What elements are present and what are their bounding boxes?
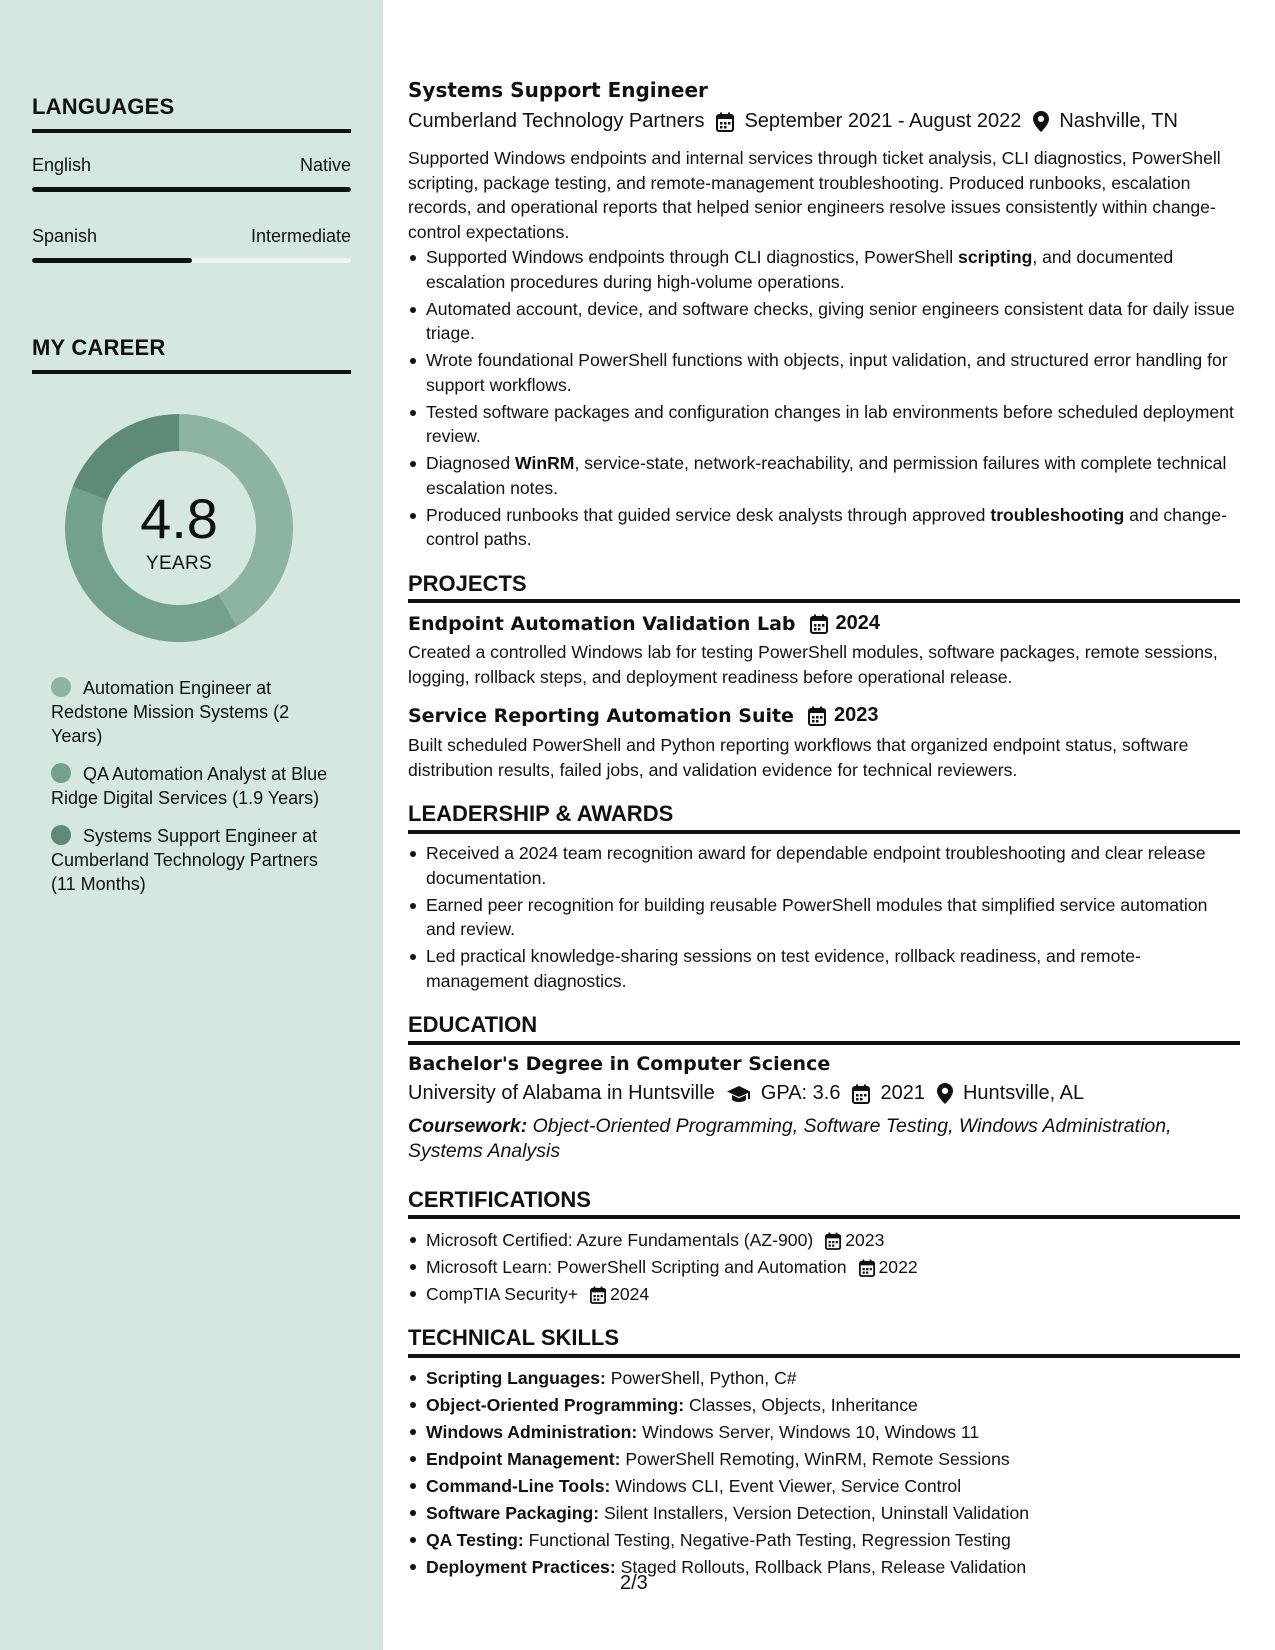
list-item: Endpoint Management: PowerShell Remoting, WinRM, Remote Sessions bbox=[408, 1446, 1238, 1473]
gpa: GPA: 3.6 bbox=[760, 1082, 841, 1104]
graduation-cap-icon bbox=[727, 1085, 751, 1103]
job-bullets bbox=[408, 245, 1238, 554]
coursework-list: Object-Oriented Programming, Software Testing, Windows Administration, Systems Analysis bbox=[408, 1115, 1172, 1162]
project-description: Created a controlled Windows lab for testing PowerShell modules, software packages, remote sessions, logging, rollback steps, and deployment readiness before operational release. bbox=[408, 642, 1218, 687]
certifications-heading: CERTIFICATIONS bbox=[408, 1187, 591, 1212]
skills-list bbox=[408, 1365, 1238, 1581]
legend-dot-icon bbox=[51, 677, 71, 697]
list-item: Earned peer recognition for building reusable PowerShell modules that simplified service automation and review. bbox=[408, 893, 1238, 942]
career-legend-label: Automation Engineer at Redstone Mission Systems (2 Years) bbox=[51, 678, 290, 746]
career-rule bbox=[32, 370, 351, 374]
list-item: Deployment Practices: Staged Rollouts, Rollback Plans, Release Validation bbox=[408, 1554, 1238, 1581]
education-meta bbox=[408, 1082, 1084, 1105]
list-item: Object-Oriented Programming: Classes, Objects, Inheritance bbox=[408, 1392, 1238, 1419]
location-pin-icon bbox=[1033, 111, 1049, 132]
career-total-unit: YEARS bbox=[146, 553, 212, 574]
career-donut-chart bbox=[65, 414, 293, 642]
languages-heading: LANGUAGES bbox=[32, 94, 175, 119]
graduation-year: 2021 bbox=[880, 1082, 925, 1104]
languages-rule bbox=[32, 129, 351, 133]
leadership-list bbox=[408, 841, 1238, 996]
list-item: Automated account, device, and software checks, giving senior engineers consistent data for daily issue triage. bbox=[408, 297, 1238, 346]
legend-dot-icon bbox=[51, 825, 71, 845]
language-proficiency-fill bbox=[32, 187, 351, 192]
projects-rule bbox=[408, 599, 1240, 603]
projects-heading: PROJECTS bbox=[408, 571, 527, 596]
calendar-icon bbox=[590, 1286, 606, 1304]
certification-name: CompTIA Security+ bbox=[426, 1284, 579, 1305]
coursework bbox=[408, 1114, 1238, 1163]
certification-year: 2023 bbox=[845, 1230, 885, 1251]
leadership-heading: LEADERSHIP & AWARDS bbox=[408, 801, 674, 826]
calendar-icon bbox=[859, 1259, 875, 1277]
education-heading: EDUCATION bbox=[408, 1012, 538, 1037]
job-company: Cumberland Technology Partners bbox=[408, 110, 705, 132]
career-section bbox=[32, 335, 351, 374]
certification-year: 2024 bbox=[610, 1284, 650, 1305]
language-level: Intermediate bbox=[250, 226, 351, 246]
project-name: Service Reporting Automation Suite bbox=[408, 704, 794, 727]
school-name: University of Alabama in Huntsville bbox=[408, 1082, 715, 1104]
job-summary: Supported Windows endpoints and internal services through ticket analysis, CLI diagnostics, PowerShell scripting, package testing, and remote-management troubleshooting. Produced runbooks, escalation records, and operational reports that helped senior engineers resolve issues consistently within change-control expectations. bbox=[408, 148, 1221, 242]
list-item bbox=[408, 1227, 1238, 1254]
education-rule bbox=[408, 1041, 1240, 1045]
career-legend-item bbox=[51, 676, 341, 748]
project-title bbox=[408, 704, 878, 727]
language-level: Native bbox=[299, 155, 351, 175]
language-proficiency-bar bbox=[32, 187, 351, 192]
school-location: Huntsville, AL bbox=[962, 1082, 1085, 1104]
degree-title: Bachelor's Degree in Computer Science bbox=[408, 1053, 831, 1075]
language-name: Spanish bbox=[32, 226, 98, 246]
skills-heading: TECHNICAL SKILLS bbox=[408, 1325, 620, 1350]
coursework-label: Coursework: bbox=[408, 1115, 528, 1137]
project-description: Built scheduled PowerShell and Python reporting workflows that organized endpoint status, software distribution results, failed jobs, and validation evidence for technical reviewers. bbox=[408, 735, 1189, 780]
list-item: Supported Windows endpoints through CLI diagnostics, PowerShell scripting, and documented escalation procedures during high-volume operations. bbox=[408, 245, 1238, 294]
leadership-rule bbox=[408, 830, 1240, 834]
language-proficiency-fill bbox=[32, 258, 192, 263]
calendar-icon bbox=[716, 112, 734, 132]
project-year: 2023 bbox=[833, 704, 879, 726]
career-legend bbox=[51, 676, 341, 910]
list-item: Led practical knowledge-sharing sessions on test evidence, rollback readiness, and remote-management diagnostics. bbox=[408, 944, 1238, 993]
list-item: Windows Administration: Windows Server, Windows 10, Windows 11 bbox=[408, 1419, 1238, 1446]
certification-name: Microsoft Certified: Azure Fundamentals (AZ-900) bbox=[426, 1230, 814, 1251]
list-item: Received a 2024 team recognition award for dependable endpoint troubleshooting and clear release documentation. bbox=[408, 841, 1238, 890]
list-item: Diagnosed WinRM, service-state, network-reachability, and permission failures with complete technical escalation notes. bbox=[408, 451, 1238, 500]
list-item: Scripting Languages: PowerShell, Python, C# bbox=[408, 1365, 1238, 1392]
career-heading: MY CAREER bbox=[32, 335, 166, 360]
sidebar bbox=[0, 0, 383, 1650]
languages-section bbox=[32, 94, 351, 263]
certifications-rule bbox=[408, 1215, 1240, 1219]
job-title: Systems Support Engineer bbox=[408, 78, 708, 102]
project-year: 2024 bbox=[835, 612, 881, 634]
calendar-icon bbox=[810, 614, 828, 634]
project-name: Endpoint Automation Validation Lab bbox=[408, 612, 796, 635]
skills-rule bbox=[408, 1354, 1240, 1358]
language-item bbox=[32, 226, 351, 263]
list-item: Produced runbooks that guided service desk analysts through approved troubleshooting and change-control paths. bbox=[408, 503, 1238, 552]
list-item bbox=[408, 1254, 1238, 1281]
list-item: QA Testing: Functional Testing, Negative-Path Testing, Regression Testing bbox=[408, 1527, 1238, 1554]
list-item: Software Packaging: Silent Installers, Version Detection, Uninstall Validation bbox=[408, 1500, 1238, 1527]
list-item bbox=[408, 1281, 1238, 1308]
page-number: 2/3 bbox=[620, 1572, 648, 1594]
calendar-icon bbox=[825, 1232, 841, 1250]
career-legend-label: QA Automation Analyst at Blue Ridge Digital Services (1.9 Years) bbox=[51, 764, 328, 808]
career-total-value: 4.8 bbox=[140, 487, 218, 550]
calendar-icon bbox=[852, 1084, 870, 1104]
language-proficiency-bar bbox=[32, 258, 351, 263]
language-item bbox=[32, 155, 351, 192]
list-item: Wrote foundational PowerShell functions with objects, input validation, and structured error handling for support workflows. bbox=[408, 348, 1238, 397]
job-location: Nashville, TN bbox=[1059, 110, 1178, 132]
certification-name: Microsoft Learn: PowerShell Scripting and Automation bbox=[426, 1257, 847, 1278]
job-dates: September 2021 - August 2022 bbox=[744, 110, 1022, 132]
career-legend-label: Systems Support Engineer at Cumberland Technology Partners (11 Months) bbox=[51, 826, 318, 894]
certification-year: 2022 bbox=[878, 1257, 918, 1278]
project-title bbox=[408, 612, 880, 635]
location-pin-icon bbox=[937, 1083, 953, 1104]
list-item: Command-Line Tools: Windows CLI, Event Viewer, Service Control bbox=[408, 1473, 1238, 1500]
list-item: Tested software packages and configuration changes in lab environments before scheduled deployment review. bbox=[408, 400, 1238, 449]
calendar-icon bbox=[808, 706, 826, 726]
certifications-list bbox=[408, 1227, 1238, 1308]
language-name: English bbox=[32, 155, 92, 175]
career-legend-item bbox=[51, 762, 341, 810]
career-legend-item bbox=[51, 824, 341, 896]
legend-dot-icon bbox=[51, 763, 71, 783]
job-meta bbox=[408, 110, 1178, 133]
